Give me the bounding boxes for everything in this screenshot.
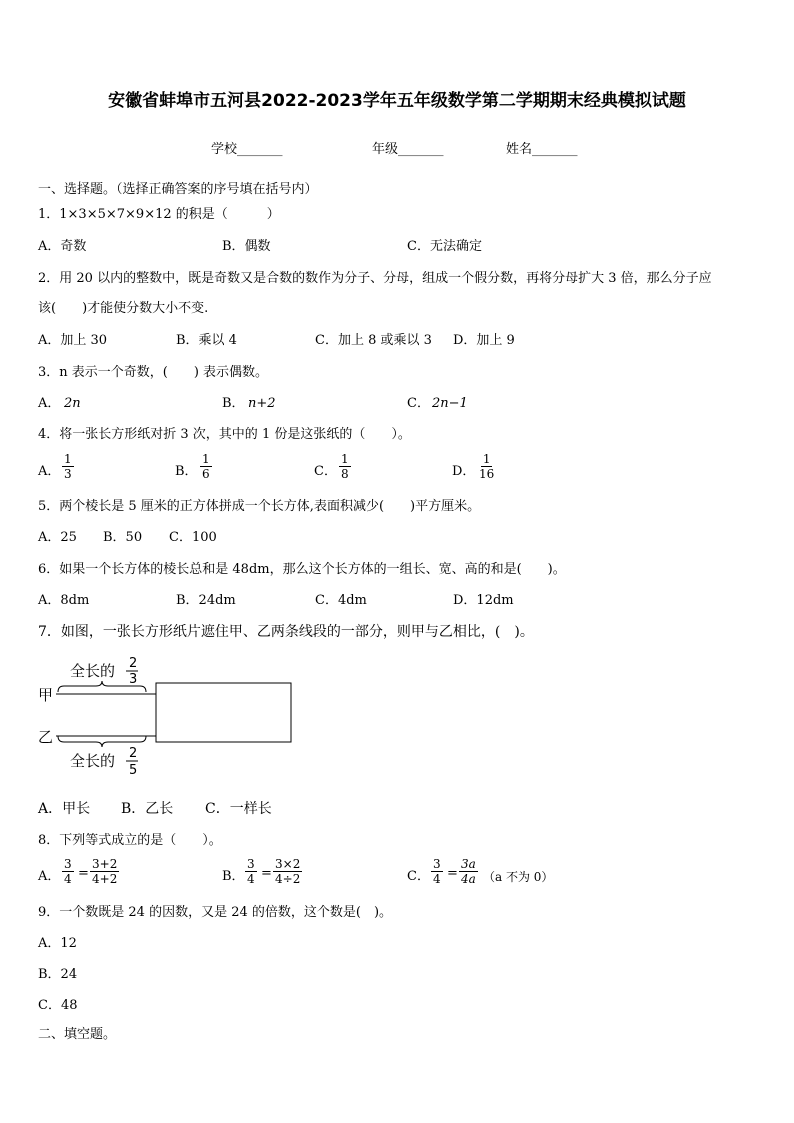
- q9-option-b: B．24: [38, 967, 78, 982]
- q6-option-d: D．12dm: [453, 593, 514, 608]
- q5-option-b: B．50: [103, 530, 143, 545]
- q1-option-b: B．偶数: [222, 239, 271, 254]
- q4-option-a-label: A．: [38, 464, 61, 479]
- denominator: 3: [64, 467, 72, 481]
- q8-option-b-label: B．: [222, 869, 245, 884]
- q8-c-right-fraction: [459, 857, 478, 886]
- grade-field: 年级_______: [372, 142, 444, 157]
- figure-label-yi: 乙: [38, 728, 54, 746]
- q6-option-c: C．4dm: [315, 593, 367, 608]
- q8-a-equals: =: [78, 866, 89, 881]
- numerator: 1: [341, 452, 349, 466]
- q8-c-left-fraction: [431, 857, 443, 886]
- page-title: 安徽省蚌埠市五河县2022-2023学年五年级数学第二学期期末经典模拟试题: [108, 91, 686, 111]
- cover-rectangle: [156, 683, 291, 742]
- q3-option-a-label: A．: [38, 396, 61, 411]
- q8-b-left-fraction: [245, 857, 257, 886]
- q3-option-c-value: 2n−1: [432, 396, 468, 411]
- q2-option-d: D．加上 9: [453, 333, 515, 348]
- q9-stem: 9．一个数既是 24 的因数，又是 24 的倍数，这个数是( )。: [38, 905, 393, 920]
- q8-option-a-label: A．: [38, 869, 61, 884]
- figure-top-numerator: 2: [129, 656, 138, 671]
- q1-option-c: C．无法确定: [407, 239, 482, 254]
- q8-c-equals: =: [447, 866, 458, 881]
- q8-a-left-fraction: [62, 857, 74, 886]
- denominator: 8: [341, 467, 349, 481]
- denominator: 4: [247, 872, 255, 886]
- numerator: 3+2: [92, 857, 118, 871]
- denominator: 4÷2: [275, 872, 301, 886]
- figure-bottom-denominator: 5: [129, 763, 138, 778]
- denominator: 16: [479, 467, 495, 481]
- q3-option-b-value: n+2: [248, 396, 276, 411]
- q6-option-a: A．8dm: [38, 593, 90, 608]
- q2-stem-line2: 该( )才能使分数大小不变.: [38, 301, 209, 316]
- q4-option-b-label: B．: [175, 464, 198, 479]
- q7-option-a: A．甲长: [38, 801, 91, 817]
- numerator: 1: [482, 452, 491, 466]
- q6-stem: 6．如果一个长方体的棱长总和是 48dm，那么这个长方体的一组长、宽、高的和是( )。: [38, 562, 566, 577]
- q1-option-a: A．奇数: [38, 239, 87, 254]
- q2-stem-line1: 2．用 20 以内的整数中，既是奇数又是合数的数作为分子、分母，组成一个假分数，再将分母扩大 3 倍，那么分子应: [38, 271, 712, 286]
- q4-option-d-label: D．: [452, 464, 476, 479]
- name-field: 姓名_______: [506, 142, 578, 157]
- q2-option-b: B．乘以 4: [176, 333, 237, 348]
- figure-top-denominator: 3: [129, 672, 138, 687]
- section-fill-blank-heading: 二、填空题。: [38, 1027, 117, 1042]
- q4-option-b-fraction: [200, 452, 212, 481]
- q9-option-a: A．12: [38, 936, 77, 951]
- numerator: 3: [433, 857, 441, 871]
- figure-top-label: 全长的: [70, 662, 116, 680]
- q4-option-d-fraction: [477, 452, 496, 481]
- q3-option-b-label: B．: [222, 396, 245, 411]
- q5-option-c: C．100: [169, 530, 217, 545]
- denominator: 4a: [461, 872, 476, 886]
- q8-stem: 8．下列等式成立的是（ ）。: [38, 833, 222, 848]
- q8-option-c-label: C．: [407, 869, 430, 884]
- numerator: 3×2: [275, 857, 301, 871]
- q5-option-a: A．25: [38, 530, 77, 545]
- q1-stem: 1．1×3×5×7×9×12 的积是（ ）: [38, 207, 280, 222]
- q7-option-b: B．乙长: [121, 801, 174, 817]
- figure-bottom-label: 全长的: [70, 752, 116, 770]
- q4-stem: 4．将一张长方形纸对折 3 次，其中的 1 份是这张纸的（ ）。: [38, 427, 411, 442]
- q4-option-c-fraction: [339, 452, 351, 481]
- q3-option-c-label: C．: [407, 396, 430, 411]
- school-field: 学校_______: [211, 142, 283, 157]
- q4-option-c-label: C．: [314, 464, 337, 479]
- numerator: 3: [247, 857, 255, 871]
- q8-a-right-fraction: [90, 857, 119, 886]
- denominator: 4: [433, 872, 441, 886]
- q3-option-a-value: 2n: [64, 396, 81, 411]
- q2-option-c: C．加上 8 或乘以 3: [315, 333, 432, 348]
- q8-b-equals: =: [261, 866, 272, 881]
- q9-option-c: C．48: [38, 998, 78, 1013]
- numerator: 3a: [461, 857, 476, 871]
- q4-option-a-fraction: [62, 452, 74, 481]
- q6-option-b: B．24dm: [176, 593, 236, 608]
- numerator: 1: [64, 452, 72, 466]
- denominator: 4+2: [92, 872, 118, 886]
- q7-stem: 7．如图，一张长方形纸片遮住甲、乙两条线段的一部分，则甲与乙相比，( )。: [38, 624, 534, 640]
- denominator: 6: [202, 467, 210, 481]
- section-choice-heading: 一、选择题。（选择正确答案的序号填在括号内）: [38, 182, 318, 197]
- numerator: 3: [64, 857, 72, 871]
- figure-label-jia: 甲: [38, 686, 54, 704]
- q8-option-c-note: （a 不为 0）: [483, 870, 554, 884]
- q7-option-c: C．一样长: [205, 801, 272, 817]
- denominator: 4: [64, 872, 72, 886]
- numerator: 1: [202, 452, 210, 466]
- figure-bottom-numerator: 2: [129, 746, 138, 761]
- q5-stem: 5．两个棱长是 5 厘米的正方体拼成一个长方体,表面积减少( )平方厘米。: [38, 499, 481, 514]
- q2-option-a: A．加上 30: [38, 333, 108, 348]
- q3-stem: 3．n 表示一个奇数，( ) 表示偶数。: [38, 365, 269, 380]
- q7-figure: [36, 650, 306, 780]
- q8-b-right-fraction: [273, 857, 302, 886]
